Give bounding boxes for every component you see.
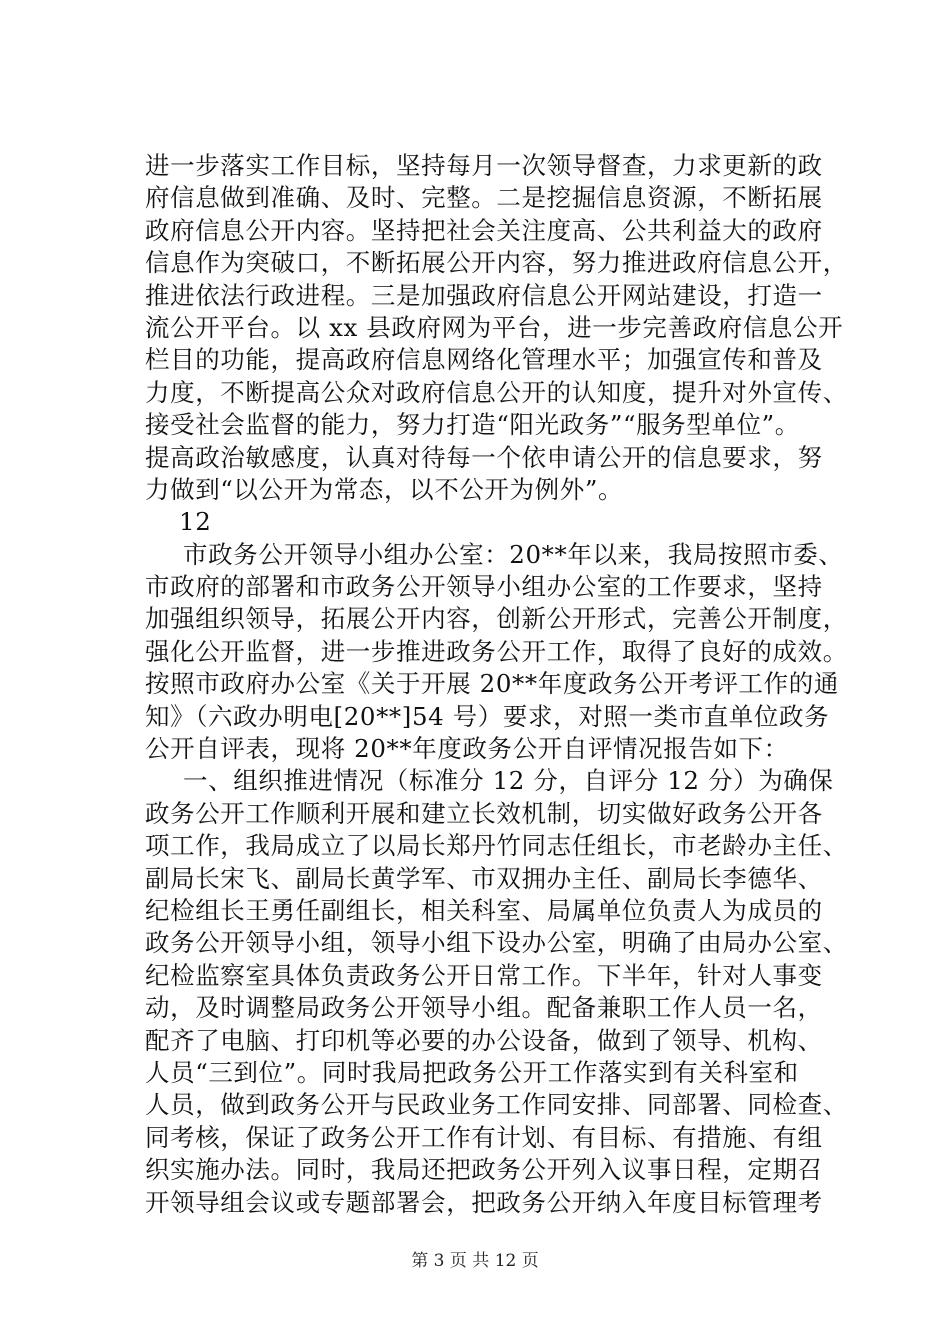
- text-line: 副局长宋飞、副局长黄学军、市双拥办主任、副局长李德华、: [145, 863, 823, 893]
- text-line: 公开自评表，现将 20**年度政务公开自评情况报告如下：: [145, 734, 789, 764]
- text-line: 力度，不断提高公众对政府信息公开的认知度，提升对外宣传、: [145, 377, 848, 407]
- text-line: 栏目的功能，提高政府信息网络化管理水平；加强宣传和普及: [145, 345, 823, 375]
- text-line: 知》（六政办明电[20**]54 号）要求，对照一类市直单位政务: [145, 701, 830, 731]
- text-line: 按照市政府办公室《关于开展 20**年度政务公开考评工作的通: [145, 669, 839, 699]
- text-line: 动，及时调整局政务公开领导小组。配备兼职工作人员一名，: [145, 993, 823, 1023]
- text-line: 纪检组长王勇任副组长，相关科室、局属单位负责人为成员的: [145, 895, 823, 925]
- text-line: 人员，做到政务公开与民政业务工作同安排、同部署、同检查、: [145, 1090, 848, 1120]
- text-line: 市政务公开领导小组办公室：20**年以来，我局按照市委、: [183, 539, 844, 569]
- text-line: 政府信息公开内容。坚持把社会关注度高、公共利益大的政府: [145, 215, 823, 245]
- text-line: 一、组织推进情况（标准分 12 分，自评分 12 分）为确保: [183, 766, 834, 796]
- paragraph-3: [145, 765, 848, 1218]
- text-line: 政务公开工作顺利开展和建立长效机制，切实做好政务公开各: [145, 798, 823, 828]
- inline-page-number: 12: [179, 507, 212, 537]
- text-line: 流公开平台。以 xx 县政府网为平台，进一步完善政府信息公开: [145, 312, 844, 342]
- text-line: 信息作为突破口，不断拓展公开内容，努力推进政府信息公开，: [145, 248, 848, 278]
- text-line: 织实施办法。同时，我局还把政务公开列入议事日程，定期召: [145, 1155, 823, 1185]
- paragraph-1: [145, 150, 848, 506]
- text-line: 提高政治敏感度，认真对待每一个依申请公开的信息要求，努: [145, 442, 823, 472]
- paragraph-2: [145, 539, 848, 766]
- text-line: 进一步落实工作目标，坚持每月一次领导督查，力求更新的政: [145, 151, 823, 180]
- text-line: 加强组织领导，拓展公开内容，创新公开形式，完善公开制度，: [145, 604, 848, 634]
- text-line: 推进依法行政进程。三是加强政府信息公开网站建设，打造一: [145, 280, 823, 310]
- page-footer: 第 3 页 共 12 页: [411, 1251, 539, 1271]
- text-line: 府信息做到准确、及时、完整。二是挖掘信息资源，不断拓展: [145, 183, 823, 213]
- text-line: 开领导组会议或专题部署会，把政务公开纳入年度目标管理考: [145, 1187, 823, 1217]
- document-body: [145, 150, 848, 1219]
- text-line: 人员“三到位”。同时我局把政务公开工作落实到有关科室和: [145, 1057, 799, 1087]
- text-line: 项工作，我局成立了以局长郑丹竹同志任组长，市老龄办主任、: [145, 831, 848, 861]
- text-line: 政务公开领导小组，领导小组下设办公室，明确了由局办公室、: [145, 928, 848, 958]
- text-line: 同考核，保证了政务公开工作有计划、有目标、有措施、有组: [145, 1122, 823, 1152]
- text-line: 接受社会监督的能力，努力打造“阳光政务”“服务型单位”。: [145, 410, 800, 440]
- text-line: 强化公开监督，进一步推进政务公开工作，取得了良好的成效。: [145, 636, 848, 666]
- text-line: 纪检监察室具体负责政务公开日常工作。下半年，针对人事变: [145, 960, 823, 990]
- text-line: 市政府的部署和市政务公开领导小组办公室的工作要求，坚持: [145, 572, 823, 602]
- text-line: 配齐了电脑、打印机等必要的办公设备，做到了领导、机构、: [145, 1025, 823, 1055]
- text-line: 力做到“以公开为常态，以不公开为例外”。: [145, 474, 624, 504]
